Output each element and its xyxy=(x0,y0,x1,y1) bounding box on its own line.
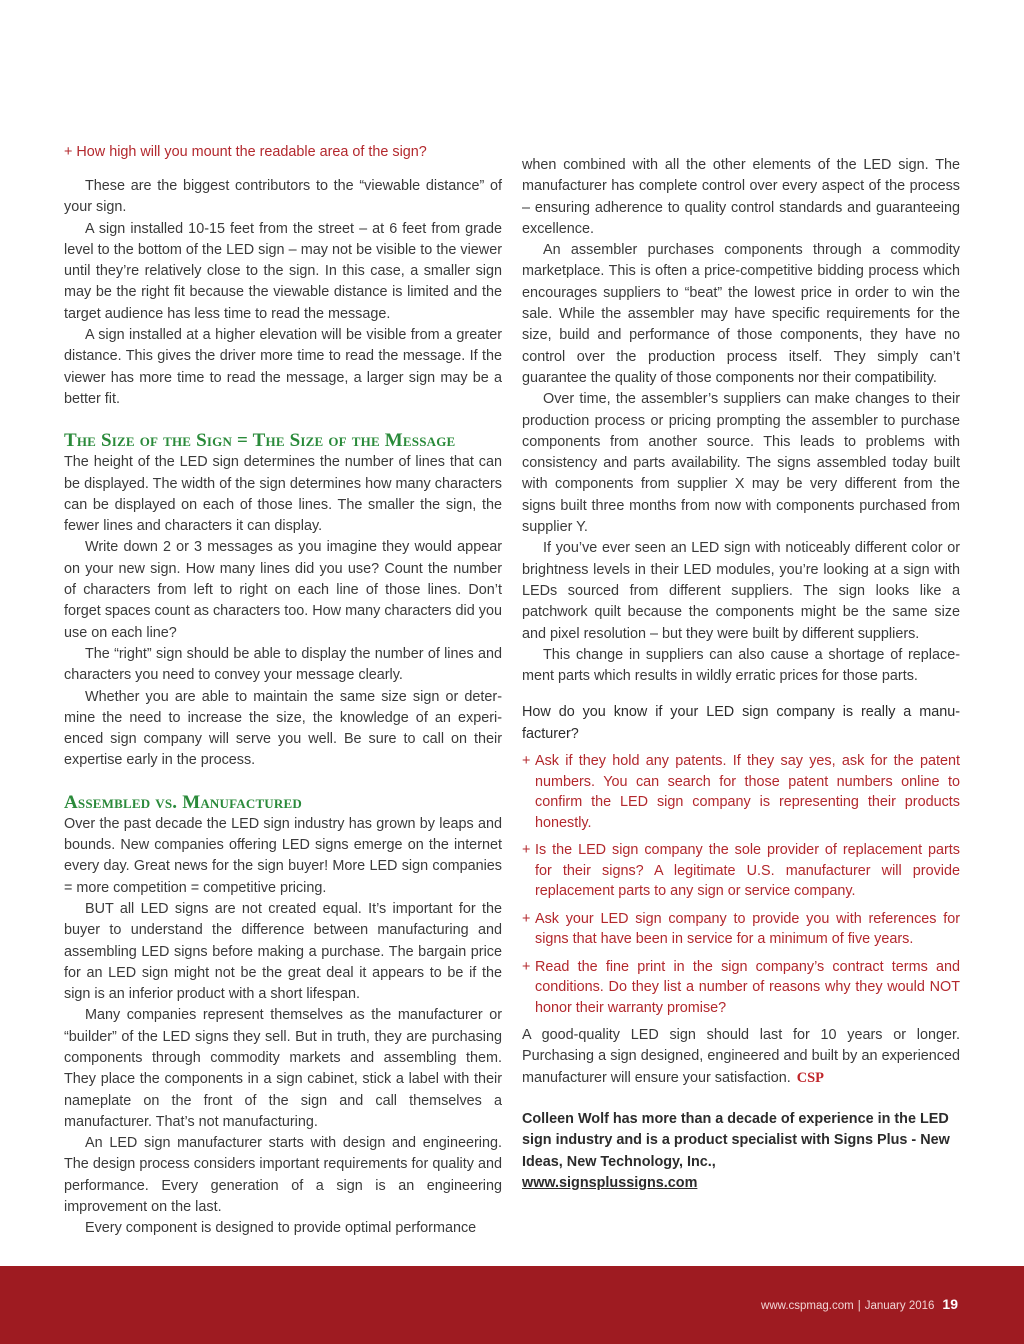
signsplus-link[interactable]: www.signsplussigns.com xyxy=(522,1174,698,1191)
footer-issue: January 2016 xyxy=(864,1300,935,1312)
section-heading-size: The Size of the Sign = The Size of the Message xyxy=(64,430,456,452)
paragraph: Many companies represent themselves as the manufacturer or “builder” of the LED signs they sell. But in truth, they are purchasing components through commodity markets and assembling them. They place the components in a sign cabinet, stick a label with their nameplate on the front of the sign and call themselves a manufacturer. That’s not manufacturing. xyxy=(64,1007,502,1130)
paragraph: These are the biggest contributors to the “viewable distance” of your sign. xyxy=(64,178,502,216)
plus-icon: + xyxy=(522,958,531,975)
paragraph: Over the past decade the LED sign industry has grown by leaps and bounds. New companies offering LED signs emerge on the internet every day. Great news for the sign buyer! More LED sign companies = more competition = competitive pricing. xyxy=(64,815,502,896)
paragraph: If you’ve ever seen an LED sign with noticeably different color or brightness levels in their LED modules, you’re looking at a sign with LEDs sourced from different suppliers. The sign looks like a patchwork quilt because the components might be the same size and pixel resolution – but they were built by different suppliers. xyxy=(522,540,960,642)
right-column xyxy=(522,155,960,1194)
paragraph: BUT all LED signs are not created equal. It’s important for the buyer to understand the difference between manufacturing and assembling LED signs before making a purchase. The bargain price for an LED sign might not be the great deal it appears to be if the sign is an inferior product with a short lifespan. xyxy=(64,900,502,1003)
csp-end-mark: CSP xyxy=(796,1069,824,1086)
paragraph: Every component is designed to provide optimal performance xyxy=(85,1220,477,1237)
mount-height-question: + How high will you mount the readable area of the sign? xyxy=(64,144,427,160)
manufacturer-question: How do you know if your LED sign company is really a manufacturer? xyxy=(522,704,960,742)
footer-site[interactable]: www.cspmag.com xyxy=(761,1300,854,1312)
paragraph: The “right” sign should be able to display the number of lines and characters you need to convey your message clearly. xyxy=(64,645,502,684)
paragraph: when combined with all the other elements of the LED sign. The manufacturer has complete control over every aspect of the process – ensuring adherence to quality control standards and guaranteeing excellence. xyxy=(522,157,960,237)
paragraph: An assembler purchases components through a commodity marketplace. This is often a price-competitive bidding process which encourages suppliers to “beat” the lowest price in order to win the sale. While the assembler may have specific requirements for the size, build and performance of those components, they have no control over the production process itself. They simply can’t guarantee the quality of those components nor their compatibility. xyxy=(522,242,960,386)
bullet-item: + Ask if they hold any patents. If they say yes, ask for the patent numbers. You can search for those patent numbers online to confirm the LED sign company is representing their products honestly. xyxy=(522,753,960,831)
paragraph: Write down 2 or 3 messages as you imagine they would appear on your new sign. How many lines did you use? Count the number of characters from left to right on each line of those lines. Don’t forget spaces count as characters too. How many characters did you use on each line? xyxy=(64,539,502,641)
bullet-item: + Read the fine print in the sign company’s contract terms and conditions. Do they list a number of reasons why they would NOT honor their warranty promise? xyxy=(522,958,960,1016)
page-number: 19 xyxy=(942,1296,958,1312)
plus-icon: + xyxy=(522,753,531,770)
paragraph: A sign installed at a higher elevation will be visible from a greater distance. This gives the driver more time to read the message. If the viewer has more time to read the message, a larger sign may be a better fit. xyxy=(64,327,502,407)
page-footer xyxy=(0,1266,1024,1344)
author-bio: Colleen Wolf has more than a decade of experience in the LED sign industry and is a product specialist with Signs Plus - New Ideas, New Technology, Inc., www.signsplussigns.com xyxy=(522,1110,950,1191)
section-heading-assembled: Assembled vs. Manufactured xyxy=(64,791,302,813)
bullet-item: + Ask your LED sign company to provide you with references for signs that have been in service for a minimum of five years. xyxy=(522,910,960,948)
plus-icon: + xyxy=(522,910,531,927)
paragraph: Whether you are able to maintain the same size sign or determine the need to increase the size, the knowledge of an experienced sign company will serve you well. Be sure to call on their expertise early in the process. xyxy=(64,688,502,769)
bullet-item: + Is the LED sign company the sole provider of replacement parts for their signs? A legitimate U.S. manufacturer will provide replacement parts to any sign or service company. xyxy=(522,842,960,900)
paragraph: Over time, the assembler’s suppliers can make changes to their production process or pricing prompting the assembler to purchase components from another source. This leads to problems with consistency and parts availability. The signs assembled today built with components from supplier X may be very different from the signs built three months from now with components purchased from supplier Y. xyxy=(522,391,960,536)
closing-paragraph: A good-quality LED sign should last for 10 years or longer. Purchasing a sign designed, engineered and built by an experienced manufacturer will ensure your satisfaction. CSP xyxy=(522,1027,960,1086)
paragraph: The height of the LED sign determines the number of lines that can be displayed. The width of the sign determines how many characters can be displayed on each of those lines. The smaller the sign, the fewer lines and characters it can display. xyxy=(64,454,502,535)
footer-folio xyxy=(761,1296,958,1314)
plus-icon: + xyxy=(522,842,531,859)
paragraph: An LED sign manufacturer starts with design and engineering. The design process considers important requirements for quality and performance. Every generation of a sign is an engineering improvement on the last. xyxy=(64,1135,502,1216)
paragraph: This change in suppliers can also cause a shortage of replacement parts which results in wildly erratic prices for those parts. xyxy=(522,646,960,685)
paragraph: A sign installed 10-15 feet from the street – at 6 feet from grade level to the bottom of the LED sign – may not be visible to the viewer until they’re relatively close to the sign. In this case, a smaller sign may be the right fit because the viewable distance is limited and the target audience has less time to read the message. xyxy=(64,220,502,322)
footer-separator: | xyxy=(857,1300,861,1312)
left-column xyxy=(64,142,502,1240)
